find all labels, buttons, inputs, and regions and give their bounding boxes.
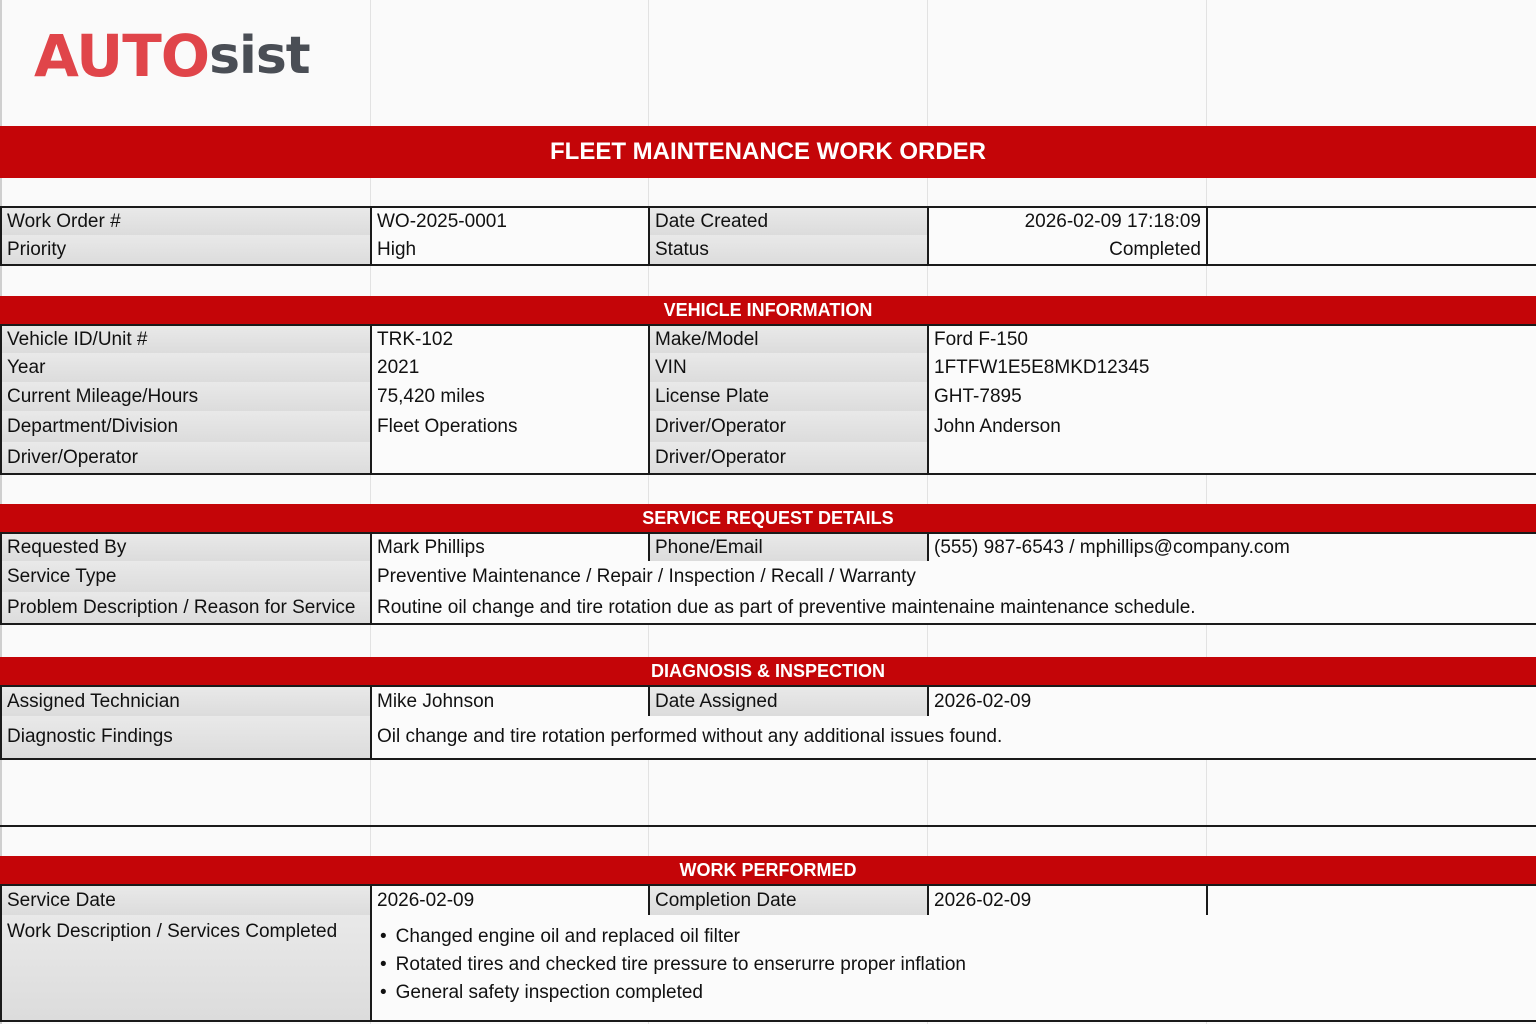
section-heading-service-request: SERVICE REQUEST DETAILS [0, 504, 1536, 532]
completion-date-label: Completion Date [648, 884, 929, 917]
problem-description-label: Problem Description / Reason for Service [0, 592, 372, 625]
work-order-label: Work Order # [0, 206, 372, 237]
completion-date-value[interactable]: 2026-02-09 [927, 884, 1208, 917]
driver-operator-value-2[interactable] [370, 442, 650, 475]
list-item: • Changed engine oil and replaced oil filter [380, 923, 740, 951]
table-row [0, 442, 1536, 475]
license-plate-label: License Plate [648, 382, 929, 413]
phone-email-label: Phone/Email [648, 532, 929, 563]
section-heading-work-performed: WORK PERFORMED [0, 856, 1536, 884]
requested-by-value[interactable]: Mark Phillips [370, 532, 650, 563]
table-row [0, 685, 1536, 718]
driver-operator-label-3: Driver/Operator [648, 442, 929, 475]
priority-row [0, 235, 1536, 266]
date-assigned-label: Date Assigned [648, 685, 929, 718]
page-title: FLEET MAINTENANCE WORK ORDER [0, 126, 1536, 178]
department-value[interactable]: Fleet Operations [370, 411, 650, 444]
make-model-label: Make/Model [648, 324, 929, 355]
date-created-label: Date Created [648, 206, 929, 237]
empty-cell[interactable] [1206, 206, 1536, 237]
assigned-technician-value[interactable]: Mike Johnson [370, 685, 650, 718]
work-order-row [0, 206, 1536, 237]
driver-operator-label: Driver/Operator [648, 411, 929, 444]
priority-value[interactable]: High [370, 235, 650, 266]
make-model-value[interactable]: Ford F-150 [927, 324, 1536, 355]
table-row [0, 716, 1536, 760]
driver-operator-value[interactable]: John Anderson [927, 411, 1536, 444]
driver-operator-value-3[interactable] [927, 442, 1536, 475]
vehicle-id-label: Vehicle ID/Unit # [0, 324, 372, 355]
year-label: Year [0, 353, 372, 384]
vin-label: VIN [648, 353, 929, 384]
problem-description-value[interactable]: Routine oil change and tire rotation due as part of preventive maintenaine maintenance schedule. [370, 592, 1536, 625]
table-row [0, 382, 1536, 413]
divider [0, 825, 1536, 827]
table-row [0, 411, 1536, 444]
diagnostic-findings-label: Diagnostic Findings [0, 716, 372, 760]
vehicle-id-value[interactable]: TRK-102 [370, 324, 650, 355]
work-order-value[interactable]: WO-2025-0001 [370, 206, 650, 237]
status-label: Status [648, 235, 929, 266]
autosist-logo [34, 22, 310, 90]
section-heading-diagnosis: DIAGNOSIS & INSPECTION [0, 657, 1536, 685]
status-value[interactable]: Completed [927, 235, 1208, 266]
service-date-value[interactable]: 2026-02-09 [370, 884, 650, 917]
vin-value[interactable]: 1FTFW1E5E8MKD12345 [927, 353, 1536, 384]
diagnostic-findings-value[interactable]: Oil change and tire rotation performed without any additional issues found. [370, 716, 1536, 760]
table-row [0, 324, 1536, 355]
service-type-label: Service Type [0, 561, 372, 594]
logo-text-sist: sist [209, 26, 310, 86]
table-row [0, 532, 1536, 563]
table-row [0, 915, 1536, 1022]
list-item: • General safety inspection completed [380, 979, 703, 1007]
table-row [0, 592, 1536, 625]
table-row [0, 353, 1536, 384]
service-type-value[interactable]: Preventive Maintenance / Repair / Inspection / Recall / Warranty [370, 561, 1536, 594]
assigned-technician-label: Assigned Technician [0, 685, 372, 718]
priority-label: Priority [0, 235, 372, 266]
table-row [0, 561, 1536, 594]
table-row [0, 884, 1536, 917]
section-heading-vehicle-information: VEHICLE INFORMATION [0, 296, 1536, 324]
department-label: Department/Division [0, 411, 372, 444]
date-created-value[interactable]: 2026-02-09 17:18:09 [927, 206, 1208, 237]
list-item: • Rotated tires and checked tire pressure to enserurre proper inflation [380, 951, 966, 979]
requested-by-label: Requested By [0, 532, 372, 563]
logo-text-auto: AUTO [34, 22, 210, 90]
mileage-label: Current Mileage/Hours [0, 382, 372, 413]
work-description-label: Work Description / Services Completed [0, 915, 372, 1022]
license-plate-value[interactable]: GHT-7895 [927, 382, 1536, 413]
service-date-label: Service Date [0, 884, 372, 917]
date-assigned-value[interactable]: 2026-02-09 [927, 685, 1536, 718]
empty-cell[interactable] [1206, 884, 1536, 917]
work-description-list[interactable] [370, 915, 1536, 1022]
year-value[interactable]: 2021 [370, 353, 650, 384]
driver-operator-label-2: Driver/Operator [0, 442, 372, 475]
phone-email-value[interactable]: (555) 987-6543 / mphillips@company.com [927, 532, 1536, 563]
mileage-value[interactable]: 75,420 miles [370, 382, 650, 413]
empty-cell[interactable] [1206, 235, 1536, 266]
